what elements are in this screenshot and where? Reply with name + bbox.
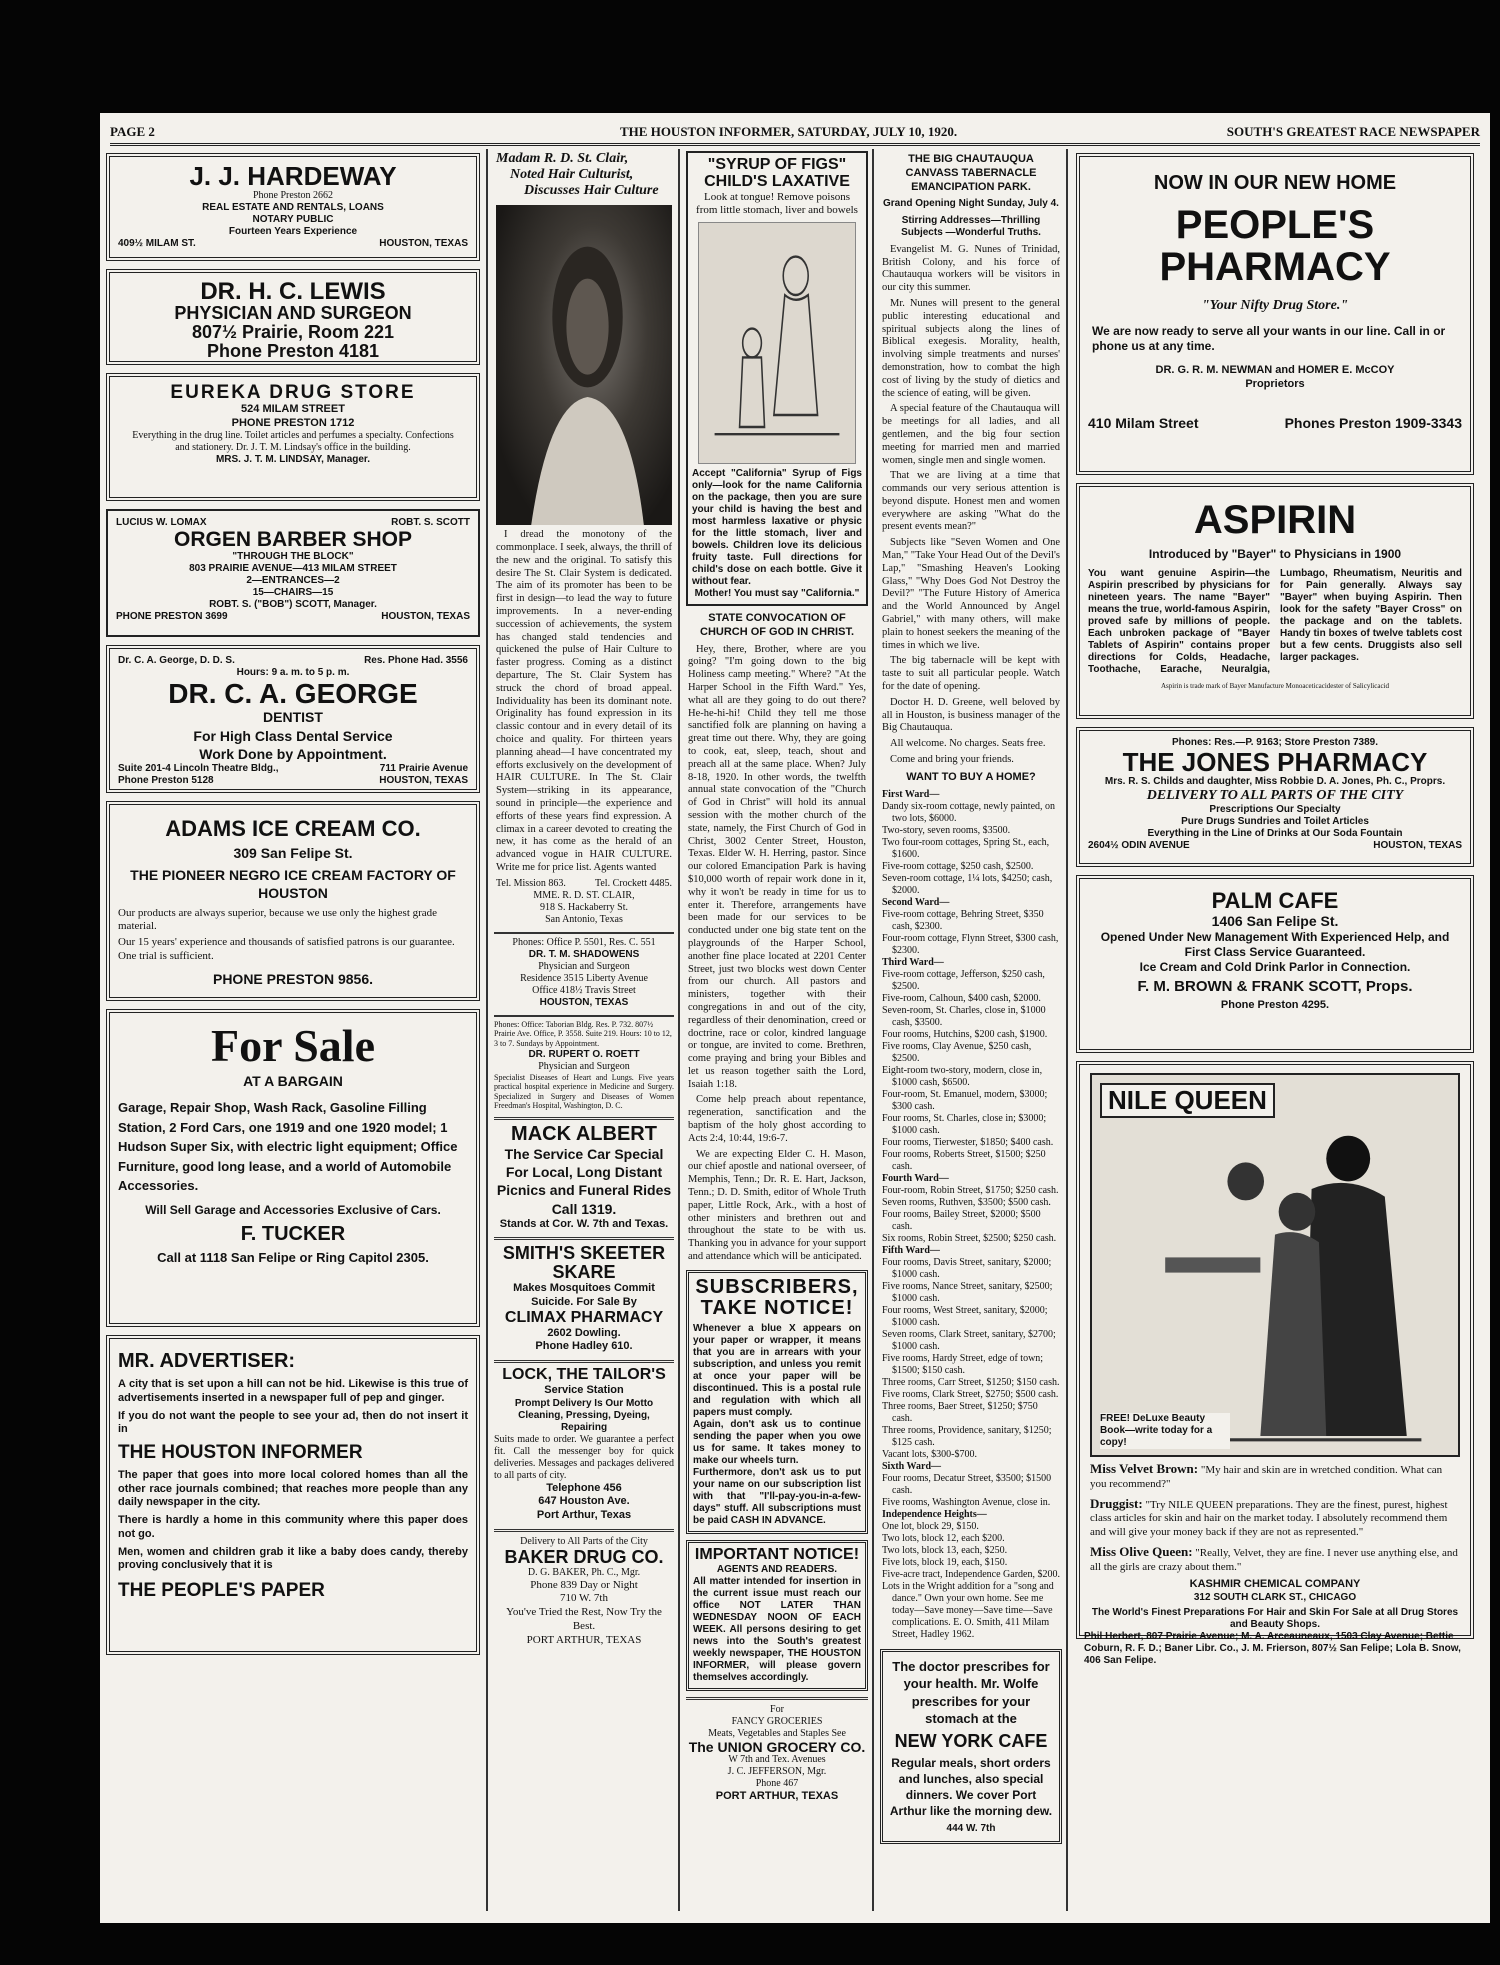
ad-proprietors: DR. G. R. M. NEWMAN and HOMER E. McCOY <box>1155 364 1395 376</box>
home-listings <box>876 789 1066 1641</box>
ad-phone: Call 1319. <box>551 1200 617 1217</box>
ad-name: PEOPLE'S PHARMACY <box>1159 203 1391 289</box>
home-listing-item: Eight-room two-story, modern, close in, $1000 cash, $6500. <box>882 1064 1043 1088</box>
ad-body: You want genuine Aspirin—the Aspirin prescribed by physicians for nineteen years. The name "Bayer" means the true, world-famous Aspirin, proved safe by millions of people. Each unbroken package of "Bayer Tablets of Aspirin" contains proper directions for Colds, Headache, Toothache, Earache, Neuralgia, Lumbago, Rheumatism, Neuritis and for Pain generally. Always say "Bayer" when buying Aspirin. Then look for the safety "Bayer Cross" on the package and on the tablets. Handy tin boxes of twelve tablets cost but a few cents. Druggists also sell larger packages. <box>1088 568 1462 675</box>
ad-city: HOUSTON, TEXAS <box>379 238 468 250</box>
scan-border-left <box>0 0 100 1965</box>
ad-line: Picnics and Funeral Rides <box>496 1182 672 1199</box>
ad-name: THE JONES PHARMACY <box>1122 747 1428 777</box>
ad-for-sale <box>106 1009 480 1327</box>
article-body: I dread the monotony of the commonplace. I seek, always, the thrill of the new and the original. To satisfy this desire The St. Clair System is dedicated. The aim of its promoter has been to be first in design—to lead the way to future improvements. In a never-ending succession of achievements, the system has changed stald tendencies and quickened the pulse of Hair Culture to faster progress. Coming as a distinct departure, The St. Clair System has struck the chord of broad appeal. Individuality has been its dominant note. Originality has found expression in its classic contour and in every detail of its choice and quality. For thirteen years planning ahead—I have concentrated my efforts exclusively on the development of HAIR CULTURE. In The St. Clair System—striking in its appearance, sound in principle—the experience and efforts of these years find expression. A climax in a career devoted to creating the new, it has come as the herald of an advanced vogue in HAIR CULTURE. Write me for price list. Agents wanted <box>496 529 672 873</box>
ad-body: Garage, Repair Shop, Wash Rack, Gasoline Filling Station, 2 Ford Cars, one 1919 and one 1920 model; 1 Hudson Super Six, with electric light equipment; Office Furniture, good long lease, and a world of Automobile Accessories. <box>118 1100 458 1194</box>
ad-subtitle: AT A BARGAIN <box>243 1073 343 1089</box>
ad-george-dentist <box>106 645 480 793</box>
ad-owner: ROBT. S. SCOTT <box>391 517 470 528</box>
notice-body: Again, don't ask us to continue sending the paper when you owe us for same. It takes money to make our wheels turn. <box>693 1418 861 1466</box>
ad-line: NOW IN OUR NEW HOME <box>1153 172 1397 194</box>
ad-new-york-cafe <box>880 1649 1062 1845</box>
ad-address: 710 W. 7th <box>560 1592 608 1605</box>
article-subheadline: Grand Opening Night Sunday, July 4. <box>883 198 1059 210</box>
ad-slogan: THE PEOPLE'S PAPER <box>118 1580 325 1602</box>
stclair-portrait-photo <box>496 205 672 525</box>
ad-city: HOUSTON, TEXAS <box>539 996 629 1008</box>
home-listing-item: Two-story, seven rooms, $3500. <box>882 824 1011 836</box>
column-3 <box>682 149 874 1911</box>
ad-phone: Phones: Res.—P. 9163; Store Preston 7389. <box>1171 737 1378 748</box>
ad-line: Makes Mosquitoes Commit Suicide. For Sale By <box>513 1282 655 1308</box>
ad-baker-drug <box>494 1529 674 1648</box>
ad-name: MACK ALBERT <box>511 1122 657 1145</box>
ad-title: "SYRUP OF FIGS" <box>707 156 847 173</box>
ad-body: We are now ready to serve all your wants in our line. Call in or phone us at any time. <box>1092 324 1446 353</box>
article-paragraph: Hey, there, Brother, where are you going? "I'm going down to the big Holiness camp meeting." Where? "At the Harper School in the Fifth Ward." Yes, what all are they going to do out there? He-he-hi-hi! Child they tell me those sanctified folk are planning on having a great time out there. Why, they are going to cook, eat, sleep, teach, shout and preach all at the same place. When? July 8-18, 1920. In other words, the twelfth annual state convocation of the "Church of God in Christ" will hold its annual session with the mother church of the state, namely, the First Church of God in Christ, 3002 Center Street, Houston, Texas. Elder W. H. Herring, pastor. Since our colored Emancipation Park is having $10,000 worth of repair work done in it, why it won't be ready in time for us to enter it. Therefore, arrangements have been made for our services to be conducted under one big state tent on the playgrounds of the Harper School, another fine place located at 2201 Center Street, just two blocks west down Center from our church. All pastors and ministers, together with their congregations in and out of the city, regardless of their denomination, creed or doctrine, race or color, kindred language or tongue, are invited to come. Brethren, come praying and bring your Bibles and let us reason together saith the Lord, Isaiah 1:18. <box>688 643 866 1090</box>
article-paragraph: The big tabernacle will be kept with taste to suit all particular people. Watch for the date of opening. <box>882 655 1060 693</box>
ad-slogan: You've Tried the Rest, Now Try the Best. <box>506 1606 662 1632</box>
scan-border-bottom <box>0 1923 1500 1965</box>
notice-body: Furthermore, don't ask us to put your name on our subscription list with that "I'll-pay-you-in-a-few-days" stuff. All subscriptions must be paid CASH IN ADVANCE. <box>693 1466 861 1526</box>
ad-title: For Sale <box>211 1020 375 1071</box>
article-paragraph: We are expecting Elder C. H. Mason, our chief apostle and national overseer, of Memphis, Tenn.; Dr. R. E. Hart, Jackson, Tenn.; D. D. Smith, editor of Whole Truth paper, Little Rock, Ark., with a host of other ministers and brethren out and throughout the state to be with us. Thanking you in advance for your support and attendance which will be anticipated. <box>688 1148 866 1263</box>
ad-line: Fourteen Years Experience <box>228 226 358 238</box>
ad-phone: Telephone 456 <box>546 1481 622 1494</box>
ad-name: BAKER DRUG CO. <box>504 1546 664 1567</box>
ad-line: FANCY GROCERIES <box>731 1715 823 1727</box>
home-listing-item: Two four-room cottages, Spring St., each, $1600. <box>882 836 1050 860</box>
home-listing-item: Four rooms, West Street, sanitary, $2000; $1000 cash. <box>882 1304 1048 1328</box>
notice-title: TAKE NOTICE! <box>700 1296 854 1319</box>
article-headline: THE BIG CHAUTAUQUA CANVASS TABERNACLE EMANCIPATION PARK. <box>905 153 1037 193</box>
masthead <box>110 121 1480 146</box>
home-listing-item: Five rooms, Clark Street, $2750; $500 cash. <box>882 1388 1059 1400</box>
home-listing-item: Five rooms, Washington Avenue, close in. <box>882 1496 1051 1508</box>
ad-hardeway <box>106 153 480 261</box>
ad-name: EUREKA DRUG STORE <box>170 382 416 403</box>
ad-line: ROBT. S. ("BOB") SCOTT, Manager. <box>209 599 377 611</box>
ad-line: Work Done by Appointment. <box>199 745 387 762</box>
ad-line: For <box>770 1703 784 1715</box>
column-4 <box>876 149 1068 1911</box>
home-listing-item: Four-room cottage, Flynn Street, $300 cash, $2300. <box>882 932 1059 956</box>
home-listing-item: One lot, block 29, $150. <box>882 1520 979 1532</box>
ad-address: W 7th and Tex. Avenues <box>728 1754 826 1766</box>
headline-line: Noted Hair Culturist, <box>510 167 634 183</box>
home-listing-item: Seven-room cottage, 1¼ lots, $4250; cash, $2000. <box>882 872 1053 896</box>
headline-line: Madam R. D. St. Clair, <box>496 151 629 166</box>
ad-city: HOUSTON, TEXAS <box>381 611 470 623</box>
notice-important <box>686 1540 868 1691</box>
ad-phone: Phone Preston 2662 <box>253 190 333 202</box>
home-listing-item: Six rooms, Robin Street, $2500; $250 cash. <box>882 1232 1057 1244</box>
ad-line: The Service Car Special <box>504 1145 664 1162</box>
ad-line: Residence 3515 Liberty Avenue <box>520 972 648 984</box>
ad-body: Opened Under New Management With Experienced Help, and First Class Service Guaranteed. <box>1100 930 1450 960</box>
home-listing-item: Four rooms, Bailey Street, $2000; $500 cash. <box>882 1208 1041 1232</box>
ad-address: Suite 201-4 Lincoln Theatre Bldg., <box>118 762 279 774</box>
ad-line: 15—CHAIRS—15 <box>252 587 334 599</box>
ad-name: The UNION GROCERY CO. <box>688 1738 866 1755</box>
ad-body: Suits made to order. We guarantee a perfect fit. Call the messenger boy for quick deliveries. Messages and packages delivered to all parts of city. <box>494 1433 674 1481</box>
ad-contact: Call at 1118 San Felipe or Ring Capitol 2305. <box>157 1250 429 1266</box>
column-2 <box>490 149 680 1911</box>
ad-syrup-of-figs <box>686 151 868 606</box>
ad-body: The paper that goes into more local colored homes than all the other race journals combined; that reaches more people than any daily newspaper in the city. <box>118 1468 468 1509</box>
home-listing-item: Seven-room, St. Charles, close in, $1000 cash, $3500. <box>882 1004 1046 1028</box>
ad-address: 410 Milam Street <box>1088 414 1199 431</box>
home-listing-item: Five rooms, Nance Street, sanitary, $2500; $1000 cash. <box>882 1280 1053 1304</box>
ad-line: The doctor prescribes for your health. Mr. Wolfe prescribes for your stomach at the <box>892 1658 1050 1727</box>
article-paragraph: A special feature of the Chautauqua will be meetings for all ladies, and all gentlemen, and the big four section meeting for married men and married women, single men and single women. <box>882 403 1060 466</box>
ad-phone: Phones Preston 1909-3343 <box>1284 414 1462 431</box>
ad-line: NOTARY PUBLIC <box>252 214 334 226</box>
home-listing-item: Five-acre tract, Independence Garden, $200. <box>882 1568 1060 1580</box>
ad-line: 309 San Felipe St. <box>233 845 353 862</box>
ad-line: Will Sell Garage and Accessories Exclusive of Cars. <box>145 1202 441 1217</box>
notice-title: IMPORTANT NOTICE! <box>694 1545 860 1563</box>
ad-line: 2—ENTRANCES—2 <box>246 575 340 587</box>
ad-phone: Phone Preston 5128 <box>118 774 214 786</box>
ad-jones-pharmacy <box>1076 727 1474 867</box>
ad-trademark: Aspirin is trade mark of Bayer Manufacture Monoaceticacidester of Salicylicacid <box>1161 682 1389 690</box>
ad-phone: Phone Hadley 610. <box>535 1340 633 1353</box>
ad-line: THE PIONEER NEGRO ICE CREAM FACTORY OF HOUSTON <box>130 867 456 902</box>
notice-body: All matter intended for insertion in the current issue must reach our office NOT LATER THAN WEDNESDAY NOON OF EACH WEEK. All persons desiring to get news into the South's greatest weekly newspaper, THE HOUSTON INFORMER, will please govern themselves accordingly. <box>693 1575 861 1683</box>
speech: "Really, Velvet, they are fine. I never use anything else, and all the girls are crazy about them." <box>1090 1546 1458 1573</box>
home-listing-item: Four rooms, Hutchins, $200 cash, $1900. <box>882 1028 1048 1040</box>
ad-line: Dr. C. A. George, D. D. S. <box>118 655 235 666</box>
stclair-headline <box>490 149 678 201</box>
ad-phone: Phones: Office: Taborian Bldg. Res. P. 732. 807½ Prairie Ave. Office, P. 3558. Suite 219. Hours: 10 to 12, 3 to 7. Sundays by Appointment. <box>494 1019 672 1048</box>
ad-proprietors: Mrs. R. S. Childs and daughter, Miss Robbie D. A. Jones, Ph. C., Proprs. <box>1104 776 1446 788</box>
ad-line: Phone Preston 4181 <box>206 340 380 361</box>
masthead-title: THE HOUSTON INFORMER, SATURDAY, JULY 10, 1920. <box>620 124 958 139</box>
ad-line: Physician and Surgeon <box>538 960 630 972</box>
speaker: Druggist: <box>1090 1495 1143 1511</box>
ad-name: F. TUCKER <box>240 1223 346 1246</box>
ad-peoples-pharmacy <box>1076 153 1474 475</box>
ad-line: Prompt Delivery Is Our Motto <box>514 1397 654 1409</box>
listing-headline: WANT TO BUY A HOME? <box>906 770 1036 783</box>
ad-body: Our 15 years' experience and thousands of satisfied patrons is our guarantee. One trial is sufficient. <box>118 936 455 962</box>
speaker: Miss Olive Queen: <box>1090 1543 1193 1559</box>
ad-title: CHILD'S LAXATIVE <box>704 172 850 190</box>
ad-title: MR. ADVERTISER: <box>118 1350 296 1372</box>
home-listing-item: Five rooms, Hardy Street, edge of town; $1500; $150 cash. <box>882 1352 1044 1376</box>
company-name: KASHMIR CHEMICAL COMPANY <box>1189 1578 1361 1591</box>
article-paragraph: Come help preach about repentance, regeneration, sanctification and the baptism of the holy ghost according to Acts 2:4, 10:44, 19:6-7. <box>688 1094 866 1144</box>
article-subheadline: Stirring Addresses—Thrilling Subjects —Wonderful Truths. <box>901 214 1041 239</box>
ad-line: Stands at Cor. W. 7th and Texas. <box>499 1217 669 1230</box>
article-paragraph: All welcome. No charges. Seats free. <box>890 738 1046 750</box>
ad-address: 2604½ ODIN AVENUE <box>1088 840 1190 852</box>
home-listing-item: Dandy six-room cottage, newly painted, on two lots, $6000. <box>882 800 1056 824</box>
home-listing-item: Four rooms, St. Charles, close in; $3000; $1000 cash. <box>882 1112 1047 1136</box>
ad-owner: LUCIUS W. LOMAX <box>116 517 207 528</box>
ad-manager: MRS. J. T. M. LINDSAY, Manager. <box>215 454 371 466</box>
home-listing-item: Four-room, Robin Street, $1750; $250 cash. <box>882 1184 1059 1196</box>
ward-heading: Fourth Ward— <box>882 1172 949 1184</box>
nile-dialogue-1 <box>1090 1461 1460 1492</box>
ad-body: There is hardly a home in this community where this paper does not go. <box>118 1514 468 1540</box>
ad-name: DR. C. A. GEORGE <box>168 678 418 709</box>
ad-phone: Phone 467 <box>755 1778 799 1790</box>
ad-name: DR. H. C. LEWIS <box>200 278 386 305</box>
ad-roett <box>494 1015 674 1111</box>
ad-body: If you do not want the people to see your ad, then do not insert it in <box>118 1409 468 1436</box>
ad-city: HOUSTON, TEXAS <box>379 774 468 786</box>
ad-line: Cleaning, Pressing, Dyeing, Repairing <box>518 1409 650 1433</box>
ad-name: ADAMS ICE CREAM CO. <box>165 816 421 841</box>
ad-line: Everything in the Line of Drinks at Our Soda Fountain <box>1147 828 1403 840</box>
ad-palm-cafe <box>1076 875 1474 1053</box>
ad-line: D. G. BAKER, Ph. C., Mgr. <box>527 1566 641 1578</box>
home-listing-item: Two lots, block 12, each $200. <box>882 1532 1005 1544</box>
home-listing-item: Five-room cottage, $250 cash, $2500. <box>882 860 1034 872</box>
ward-heading: Third Ward— <box>882 956 944 968</box>
home-listing-item: Four-room, St. Emanuel, modern, $3000; $300 cash. <box>882 1088 1048 1112</box>
ad-city: PORT ARTHUR, TEXAS <box>526 1633 642 1646</box>
home-listing-item: Four rooms, Davis Street, sanitary, $2000; $1000 cash. <box>882 1256 1052 1280</box>
home-listing-item: Lots in the Wright addition for a "song and dance." Own your own home. See me today—Save money—Save time—Save complications. E. O. Smith, 411 Milam Street, Hadley 1962. <box>882 1580 1054 1640</box>
ad-line: 524 MILAM STREET <box>241 402 345 415</box>
ad-line: 807½ Prairie, Room 221 <box>191 322 395 343</box>
ad-name: LOCK, THE TAILOR'S <box>502 1366 666 1384</box>
column-1 <box>100 149 488 1911</box>
article-paragraph: That we are living at a time that commands our very serious attention is beyond dispute. Honest men and women everywhere are asking "What do the present events mean?" <box>882 470 1060 533</box>
ad-line: DENTIST <box>263 709 323 726</box>
ad-name: CLIMAX PHARMACY <box>504 1308 664 1326</box>
ad-line: Service Station <box>544 1383 624 1396</box>
ad-name: ASPIRIN <box>1193 498 1357 542</box>
home-listing-item: Seven rooms, Ruthven, $3500; $500 cash. <box>882 1196 1051 1208</box>
ad-name: DR. RUPERT O. ROETT <box>528 1048 640 1060</box>
ad-address: 711 Prairie Avenue <box>379 762 468 774</box>
ad-line: Ice Cream and Cold Drink Parlor in Connection. <box>1139 960 1411 975</box>
article-headline: STATE CONVOCATION OF CHURCH OF GOD IN CHRIST. <box>700 612 854 638</box>
ad-body: Accept "California" Syrup of Figs only—look for the name California on the package, then you are sure your child is having the best and most harmless laxative or physic for the little stomach, liver and bowels. Children love its delicious fruity taste. Full directions for child's dose on each bottle. Give it without fear. <box>692 468 862 588</box>
ad-body: Specialist Diseases of Heart and Lungs. Five years practical hospital experience in Medicine and Surgery. Specialized in Surgery and Diseases of Women Freedman's Hospital, Washington, D. C. <box>494 1072 674 1111</box>
ad-city: Port Arthur, Texas <box>536 1509 632 1522</box>
ad-body: A city that is set upon a hill can not be hid. Likewise is this true of advertisements inserted in a newspaper full of pep and ginger. <box>118 1378 468 1404</box>
ad-line: Look at tongue! Remove poisons from little stomach, liver and bowels <box>696 190 858 217</box>
article-paragraph: Mr. Nunes will present to the general public interesting educational and spiritual subjects along the lines of Biblical exegesis. Morality, health, involving simple treatments and nurses' demonstration, how to combat the high cost of living by the study of dietics and the science of eating, will be given. <box>882 297 1060 399</box>
home-listing-item: Five-room cottage, Behring Street, $350 cash, $2300. <box>882 908 1044 932</box>
ad-line: 803 PRAIRIE AVENUE—413 MILAM STREET <box>189 563 397 575</box>
home-listing-item: Three rooms, Baer Street, $1250; $750 cash. <box>882 1400 1038 1424</box>
article-signature: MME. R. D. ST. CLAIR, <box>533 889 635 901</box>
convocation-article <box>682 644 872 1264</box>
ad-body: Men, women and children grab it like a baby does candy, thereby proving conclusively that it is <box>118 1545 468 1572</box>
scan-border-top <box>0 0 1500 113</box>
ward-heading: Independence Heights— <box>882 1508 987 1520</box>
ad-line: Office 418½ Travis Street <box>532 984 636 996</box>
ward-heading: Second Ward— <box>882 896 950 908</box>
newspaper-page <box>100 113 1490 1923</box>
ad-name: J. J. HARDEWAY <box>189 161 397 191</box>
ad-city: PORT ARTHUR, TEXAS <box>715 1790 839 1803</box>
home-listing-item: Seven rooms, Clark Street, sanitary, $2700; $1000 cash. <box>882 1328 1056 1352</box>
ad-line: DELIVERY TO ALL PARTS OF THE CITY <box>1146 788 1404 804</box>
ad-line: Physician and Surgeon <box>538 1060 630 1072</box>
nile-dialogue-3 <box>1090 1544 1460 1575</box>
ad-mack-albert <box>494 1117 674 1232</box>
free-book-offer: FREE! DeLuxe Beauty Book—write today for a copy! <box>1100 1413 1230 1449</box>
home-listing-item: Four rooms, Tierwester, $1850; $400 cash. <box>882 1136 1054 1148</box>
ad-line: The World's Finest Preparations For Hair and Skin For Sale at all Drug Stores and Beauty Shops. <box>1091 1607 1459 1630</box>
ward-heading: Fifth Ward— <box>882 1244 940 1256</box>
article-paragraph: Doctor H. D. Greene, well beloved by all in Houston, is business manager of the Big Chautauqua. <box>882 696 1060 734</box>
article-paragraph: Evangelist M. G. Nunes of Trinidad, British Colony, and his force of Chautauqua workers will be visitors in our city this summer. <box>882 243 1060 294</box>
home-listing-item: Four rooms, Decatur Street, $3500; $1500 cash. <box>882 1472 1052 1496</box>
ad-body: Our products are always superior, because we use only the highest grade material. <box>118 906 438 933</box>
ad-manager: J. C. JEFFERSON, Mgr. <box>727 1766 827 1778</box>
home-listing-item: Vacant lots, $300-$700. <box>882 1448 977 1460</box>
ad-slogan: "Your Nifty Drug Store." <box>1201 298 1349 313</box>
portrait-icon <box>496 205 672 525</box>
home-listing-item: Two lots, block 13, each, $250. <box>882 1544 1008 1556</box>
ad-title: SMITH'S SKEETER <box>502 1243 666 1264</box>
ward-heading: Sixth Ward— <box>882 1460 941 1472</box>
notice-subscribers <box>686 1270 868 1534</box>
home-listing-item: Three rooms, Carr Street, $1250; $150 cash. <box>882 1376 1060 1388</box>
ad-orgen-barber <box>106 509 480 637</box>
ad-line: PHONE PRESTON 1712 <box>231 416 355 429</box>
article-phone: Tel. Mission 863. <box>496 877 566 889</box>
nile-queen-illustration <box>1090 1073 1460 1457</box>
ad-line: For Local, Long Distant <box>505 1164 663 1181</box>
ad-eureka <box>106 373 480 501</box>
notice-title: SUBSCRIBERS, <box>695 1275 859 1298</box>
ad-line: "THROUGH THE BLOCK" <box>232 551 354 563</box>
ad-line: Delivery to All Parts of the City <box>520 1535 648 1547</box>
ad-proprietors: F. M. BROWN & FRANK SCOTT, Props. <box>1137 978 1413 996</box>
mother-child-illustration <box>698 222 856 464</box>
ad-line: Proprietors <box>1245 377 1305 390</box>
nile-dialogue-2 <box>1090 1496 1460 1540</box>
home-listing-item: Four rooms, Roberts Street, $1500; $250 cash. <box>882 1148 1046 1172</box>
ad-line: For High Class Dental Service <box>193 727 393 744</box>
mother-child-icon <box>699 223 855 463</box>
ad-aspirin <box>1076 483 1474 719</box>
speech: "Try NILE QUEEN preparations. They are the finest, purest, highest class articles for skin and hair on the market today. I absolutely recommend them and will give your money back if they are not as represented." <box>1090 1498 1448 1538</box>
home-listing-item: Five lots, block 19, each, $150. <box>882 1556 1008 1568</box>
article-signature: San Antonio, Texas <box>545 913 623 925</box>
headline-line: Discusses Hair Culture <box>524 183 659 199</box>
ad-phone: Phone 839 Day or Night <box>530 1578 638 1591</box>
article-paragraph: Come and bring your friends. <box>890 754 1014 766</box>
ad-name: NEW YORK CAFE <box>894 1730 1048 1751</box>
home-listing-item: Five rooms, Clay Avenue, $250 cash, $2500. <box>882 1040 1032 1064</box>
ad-hours: Hours: 9 a. m. to 5 p. m. <box>236 667 350 678</box>
ad-line: Prescriptions Our Specialty <box>1209 804 1341 816</box>
ad-phone: PHONE PRESTON 9856. <box>212 970 374 987</box>
company-address: 312 SOUTH CLARK ST., CHICAGO <box>1193 1592 1357 1603</box>
ad-address: 409½ MILAM ST. <box>118 238 196 250</box>
ad-body: Regular meals, short orders and lunches, also special dinners. We cover Port Arthur like the morning dew. <box>889 1755 1053 1819</box>
ad-mr-advertiser <box>106 1335 480 1655</box>
ward-heading: First Ward— <box>882 788 940 800</box>
ad-address: 1406 San Felipe St. <box>1211 913 1339 930</box>
nile-queen-logo: NILE QUEEN <box>1100 1083 1275 1118</box>
ad-city: HOUSTON, TEXAS <box>1373 840 1462 852</box>
speaker: Miss Velvet Brown: <box>1090 1461 1199 1476</box>
women-at-counter-icon <box>1092 1075 1458 1455</box>
ad-phone: Phone Preston 4295. <box>1220 999 1330 1012</box>
ad-lock-tailor <box>494 1360 674 1523</box>
ad-skeeter-skare <box>494 1237 674 1354</box>
stclair-article <box>490 529 678 926</box>
ad-lewis <box>106 269 480 365</box>
notice-subtitle: AGENTS AND READERS. <box>716 1563 838 1575</box>
ad-line: Meats, Vegetables and Staples See <box>708 1727 846 1739</box>
ad-nile-queen <box>1076 1061 1474 1666</box>
ad-adams-ice-cream <box>106 801 480 1001</box>
ad-address: 647 Houston Ave. <box>538 1495 630 1508</box>
home-listing-item: Five-room cottage, Jefferson, $250 cash, $2500. <box>882 968 1045 992</box>
home-listing-item: Three rooms, Providence, sanitary, $1250; $125 cash. <box>882 1424 1052 1448</box>
ad-phone: Phones: Office P. 5501, Res. C. 551 <box>512 936 656 948</box>
ad-address: 444 W. 7th <box>946 1823 996 1835</box>
ad-line: REAL ESTATE AND RENTALS, LOANS <box>202 202 384 214</box>
ad-line: Introduced by "Bayer" to Physicians in 1900 <box>1148 547 1402 561</box>
ad-name: DR. T. M. SHADOWENS <box>528 948 640 960</box>
ad-phone: Res. Phone Had. 3556 <box>364 655 468 666</box>
ad-shadowens <box>494 932 674 1009</box>
article-paragraph: Subjects like "Seven Women and One Man," "Take Your Head Out of the Devil's Lap," "Smashing Heaven's Looking Glass," "Why Does God Not Destroy the Devil?" "The Future History of America and the World Announced by Angel Gabriel," with many others, will make plain to honest seekers the meaning of the times in which we live. <box>882 537 1060 651</box>
ad-line: Pure Drugs Sundries and Toilet Articles <box>1181 816 1369 828</box>
article-signature: 918 S. Hackaberry St. <box>539 901 629 913</box>
page-number: PAGE 2 <box>110 124 155 139</box>
agents-list: Phil Herbert, 807 Prairie Avenue; M. A. Arceauneaux, 1503 Clay Avenue; Bettie Coburn, R. F. D.; Baner Libr. Co., J. M. Frierson, 807½ San Felipe; Lola B. Snow, 406 San Felipe. <box>1084 1631 1461 1666</box>
home-listing-item: Five-room, Calhoun, $400 cash, $2000. <box>882 992 1041 1004</box>
ad-slogan: Mother! You must say "California." <box>694 588 860 600</box>
ad-body: Everything in the drug line. Toilet articles and perfumes a specialty. Confections and stationery. Dr. J. T. M. Lindsay's office in the building. <box>132 430 454 454</box>
ad-phone: PHONE PRESTON 3699 <box>116 611 228 623</box>
ad-line: PHYSICIAN AND SURGEON <box>174 303 412 324</box>
masthead-slogan: SOUTH'S GREATEST RACE NEWSPAPER <box>1226 124 1480 139</box>
ad-name: PALM CAFE <box>1211 888 1339 913</box>
article-phone: Tel. Crockett 4485. <box>594 877 672 889</box>
ad-title: SKARE <box>552 1262 616 1283</box>
ad-name: ORGEN BARBER SHOP <box>173 528 413 551</box>
ad-name: THE HOUSTON INFORMER <box>118 1442 363 1463</box>
speech: "My hair and skin are in wretched condition. What can you recommend?" <box>1090 1464 1443 1490</box>
chautauqua-article <box>876 244 1066 767</box>
ad-union-grocery <box>686 1697 868 1804</box>
notice-body: Whenever a blue X appears on your paper or wrapper, it means that you are in arrears with your subscription, and unless you remit at once your paper will be discontinued. This is a postal rule and regulation with which all papers must comply. <box>693 1322 861 1418</box>
column-5 <box>1070 149 1480 1911</box>
ad-address: 2602 Dowling. <box>547 1326 621 1339</box>
